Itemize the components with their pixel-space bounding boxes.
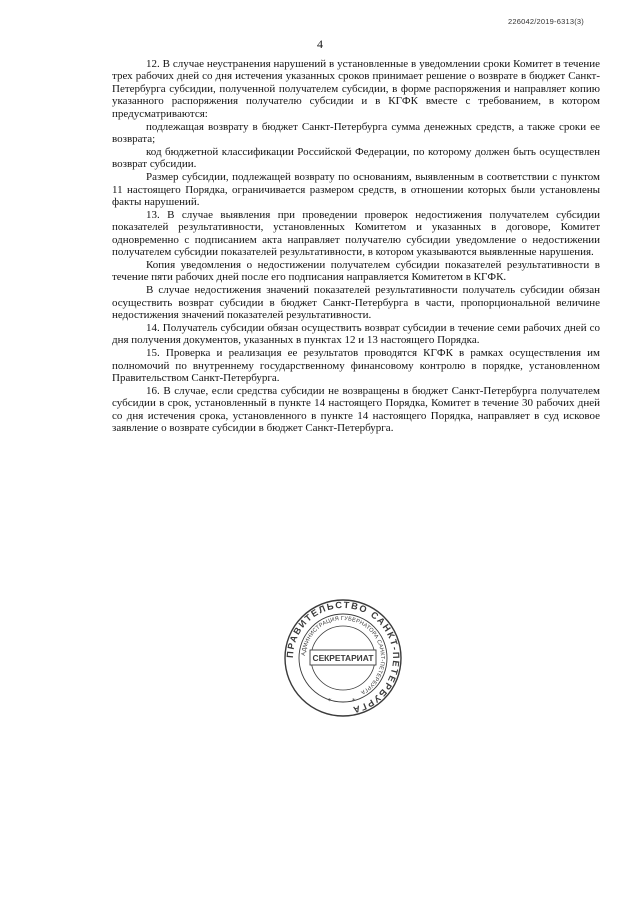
document-id: 226042/2019-6313(3)	[508, 17, 584, 26]
svg-text:*: *	[352, 697, 356, 705]
seal-outer-text: ПРАВИТЕЛЬСТВО САНКТ-ПЕТЕРБУРГА	[284, 599, 402, 716]
paragraph: Копия уведомления о недостижении получателем субсидии показателей результативности в течение пяти рабочих дней после его подписания направляется Комитетом в КГФК.	[112, 259, 600, 284]
paragraph: 15. Проверка и реализация ее результатов проводятся КГФК в рамках осуществления им полномочий по внутреннему государственному финансовому контролю в порядке, установленном Правительством Санкт-Петербурга.	[112, 347, 600, 385]
paragraph: код бюджетной классификации Российской Федерации, по которому должен быть осуществлен возврат субсидии.	[112, 145, 600, 171]
document-body	[112, 58, 600, 435]
paragraph: 14. Получатель субсидии обязан осуществить возврат субсидии в течение семи рабочих дней со дня получения документов, указанных в пунктах 12 и 13 настоящего Порядка.	[112, 322, 600, 347]
paragraph: подлежащая возврату в бюджет Санкт-Петербурга сумма денежных средств, а также сроки ее возврата;	[112, 120, 600, 145]
paragraph: 12. В случае неустранения нарушений в установленные в уведомлении сроки Комитет в течение трех рабочих дней со дня истечения указанных сроков принимает решение о возврате в бюджет Санкт-Петербурга субсидии, полученной получателем субсидии, в форме распоряжения и направляет копию указанного распоряжения получателю субсидии и в КГФК вместе с требованием, в котором предусматриваются:	[112, 58, 600, 120]
page-number: 4	[317, 37, 323, 51]
paragraph: Размер субсидии, подлежащей возврату по основаниям, выявленным в соответствии с пунктом 11 настоящего Порядка, ограничивается размером средств, в отношении которых были установлены факты нарушений.	[112, 171, 600, 208]
official-seal	[282, 597, 404, 719]
seal-center-text: СЕКРЕТАРИАТ	[312, 653, 374, 663]
paragraph: В случае недостижения значений показателей результативности получатель субсидии обязан осуществить возврат субсидии в бюджет Санкт-Петербурга в части, пропорциональной величине недостижения значений показателей результативности.	[112, 284, 600, 322]
paragraph: 16. В случае, если средства субсидии не возвращены в бюджет Санкт-Петербурга получателем субсидии в срок, установленный в пункте 14 настоящего Порядка, Комитет в течение 30 рабочих дней со дня истечения срока, установленного в пункте 14 настоящего Порядка, направляет в суд исковое заявление о возврате субсидии в бюджет Санкт-Петербурга.	[112, 385, 600, 435]
svg-text:*: *	[328, 697, 332, 705]
seal-inner-text: АДМИНИСТРАЦИЯ ГУБЕРНАТОРА САНКТ-ПЕТЕРБУРГА	[301, 615, 386, 696]
paragraph: 13. В случае выявления при проведении проверок недостижения получателем субсидии показателей результативности, установленных Комитетом и указанных в договоре, Комитет одновременно с подписанием акта направляет получателю субсидии уведомление о недостижении получателем субсидии показателей результативности, в котором указываются выявленные нарушения.	[112, 208, 600, 259]
